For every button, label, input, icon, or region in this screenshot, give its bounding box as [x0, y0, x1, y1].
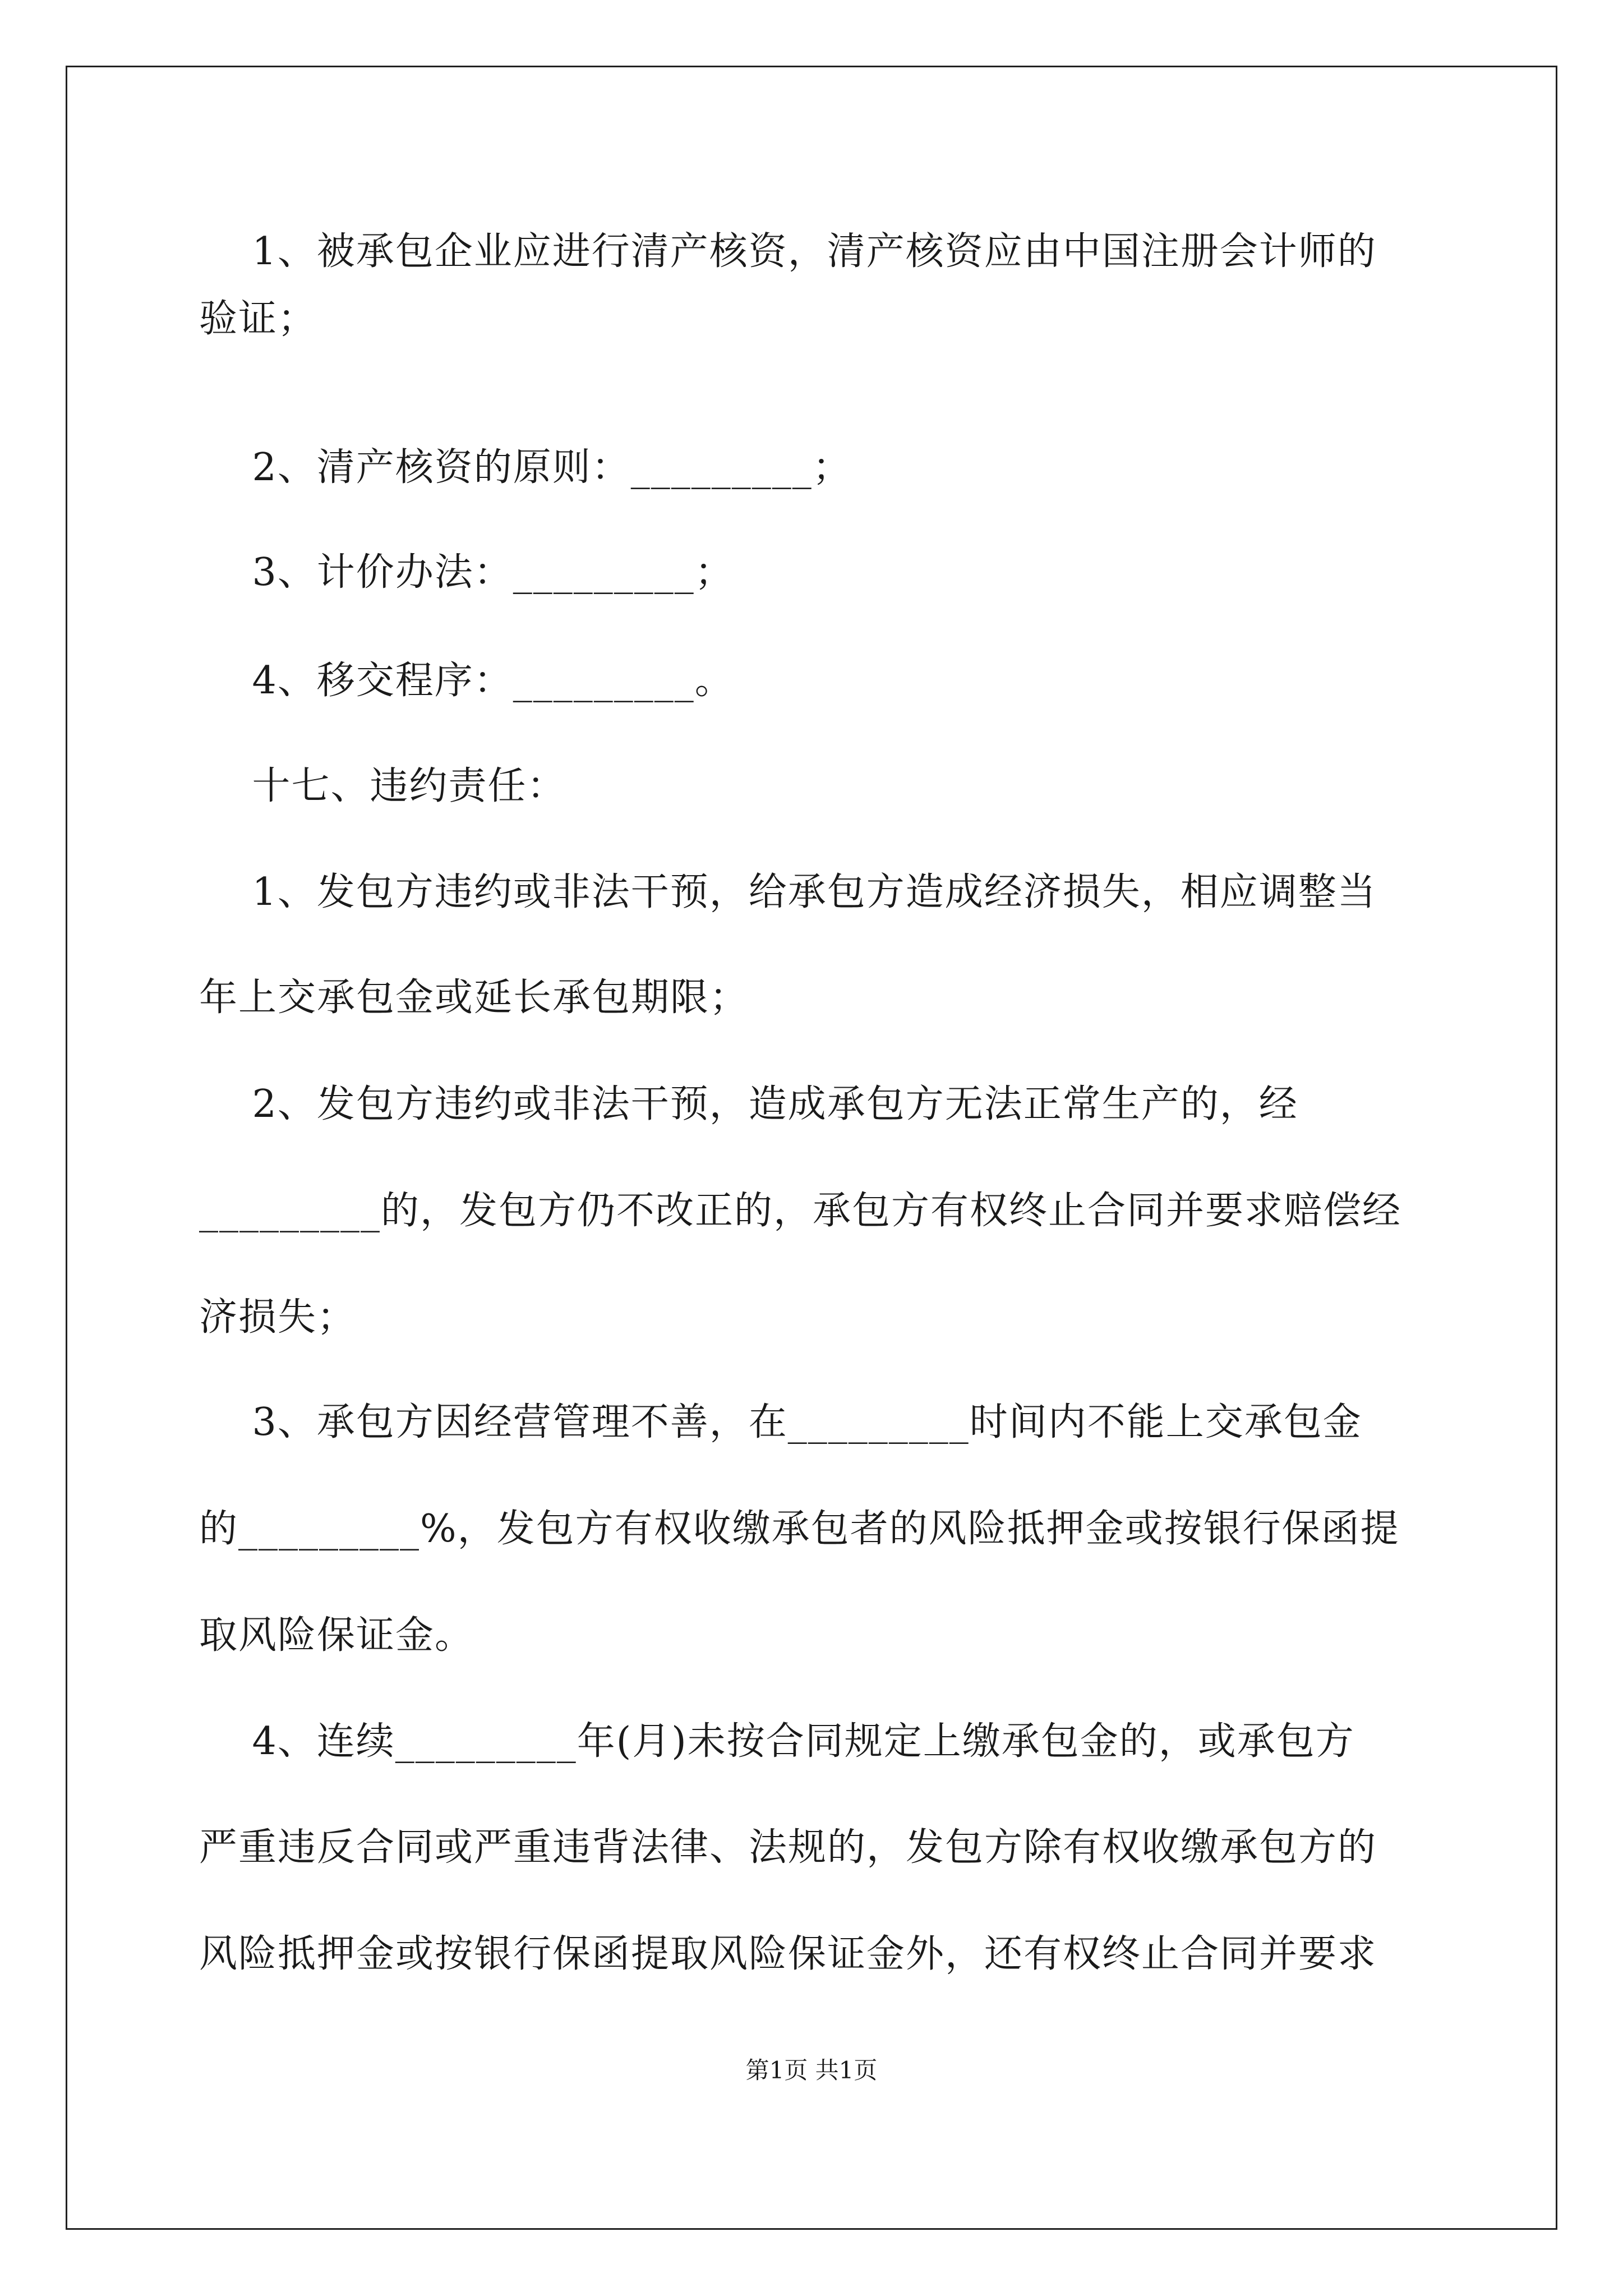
paragraph-line: 严重违反合同或严重违背法律、法规的，发包方除有权收缴承包方的: [199, 1825, 1377, 1870]
paragraph-line: 风险抵押金或按银行保函提取风险保证金外，还有权终止合同并要求: [199, 1932, 1377, 1976]
paragraph-line: 年上交承包金或延长承包期限；: [199, 976, 749, 1020]
paragraph-line: 3、计价办法：_________；: [199, 550, 734, 595]
paragraph-line: 2、发包方违约或非法干预，造成承包方无法正常生产的，经: [199, 1082, 1298, 1126]
paragraph-line: 1、被承包企业应进行清产核资，清产核资应由中国注册会计师的: [199, 229, 1377, 274]
paragraph-line: 2、清产核资的原则：_________；: [199, 445, 852, 490]
paragraph-line: 济损失；: [199, 1295, 357, 1340]
page-number-footer: 第1页 共1页: [745, 2056, 878, 2084]
paragraph-line: 取风险保证金。: [199, 1613, 474, 1658]
paragraph-line: 3、承包方因经营管理不善，在_________时间内不能上交承包金: [199, 1400, 1362, 1444]
paragraph-line: 4、连续_________年(月)未按合同规定上缴承包金的，或承包方: [199, 1719, 1355, 1764]
section-heading: 十七、违约责任：: [199, 764, 566, 808]
page-border: [66, 66, 1557, 2230]
paragraph-line: 1、发包方违约或非法干预，给承包方造成经济损失，相应调整当: [199, 870, 1377, 914]
paragraph-line: 验证；: [199, 297, 317, 341]
paragraph-line: 的_________%，发包方有权收缴承包者的风险抵押金或按银行保函提: [199, 1507, 1400, 1551]
paragraph-line: _________的，发包方仍不改正的，承包方有权终止合同并要求赔偿经: [199, 1189, 1402, 1233]
paragraph-line: 4、移交程序：_________。: [199, 659, 734, 703]
